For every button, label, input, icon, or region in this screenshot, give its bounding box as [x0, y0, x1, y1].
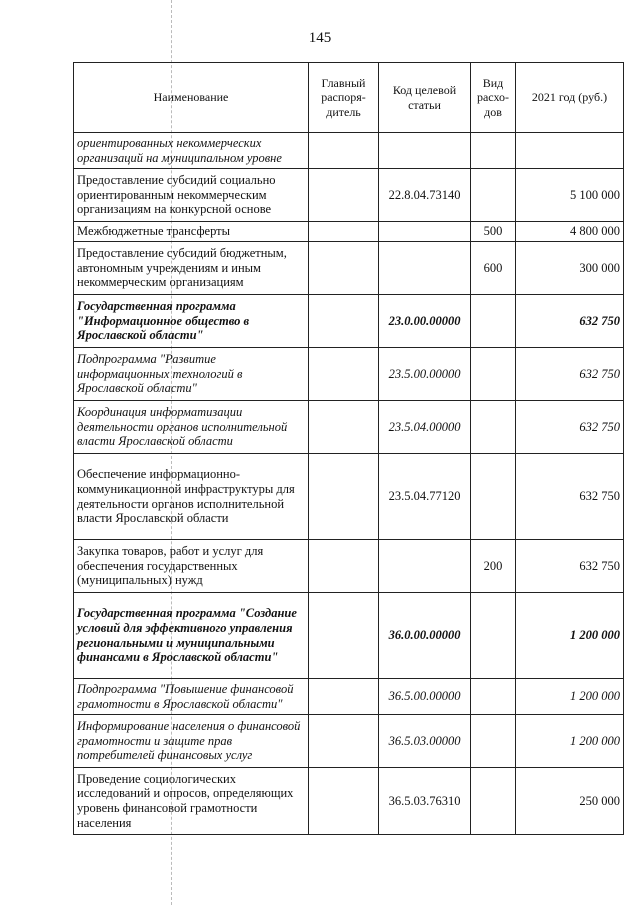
row-name-cell: Обеспечение информационно-коммуникационной инфраструктуры для деятельности органов исполнительной власти Ярославской области: [74, 454, 309, 540]
row-kind-cell: [471, 715, 516, 768]
table-row: [74, 295, 624, 348]
budget-table: [73, 62, 624, 835]
table-row: [74, 679, 624, 715]
table-row: [74, 454, 624, 540]
table-row: [74, 401, 624, 454]
header-code: Код целевой статьи: [379, 63, 471, 133]
row-kind-cell: [471, 593, 516, 679]
row-code-cell: [379, 242, 471, 295]
row-amount-cell: 632 750: [516, 295, 624, 348]
table-row: [74, 242, 624, 295]
row-kind-cell: [471, 348, 516, 401]
row-admin-cell: [309, 295, 379, 348]
header-admin: Главный распоря-дитель: [309, 63, 379, 133]
row-name-cell: Государственная программа "Информационное общество в Ярославской области": [74, 295, 309, 348]
table-row: [74, 593, 624, 679]
row-name-cell: Закупка товаров, работ и услуг для обеспечения государственных (муниципальных) нужд: [74, 540, 309, 593]
row-amount-cell: 250 000: [516, 768, 624, 835]
row-name-cell: Предоставление субсидий социально ориентированным некоммерческим организациям на конкурсной основе: [74, 169, 309, 222]
row-code-cell: 36.0.00.00000: [379, 593, 471, 679]
row-amount-cell: 632 750: [516, 401, 624, 454]
row-code-cell: 36.5.00.00000: [379, 679, 471, 715]
row-amount-cell: 5 100 000: [516, 169, 624, 222]
row-name-cell: Проведение социологических исследований и опросов, определяющих уровень финансовой грамотности населения: [74, 768, 309, 835]
row-admin-cell: [309, 401, 379, 454]
table-row: [74, 348, 624, 401]
row-code-cell: 36.5.03.00000: [379, 715, 471, 768]
row-kind-cell: [471, 133, 516, 169]
row-kind-cell: 600: [471, 242, 516, 295]
row-amount-cell: 4 800 000: [516, 222, 624, 242]
row-amount-cell: 300 000: [516, 242, 624, 295]
row-admin-cell: [309, 222, 379, 242]
row-code-cell: [379, 540, 471, 593]
row-amount-cell: 1 200 000: [516, 679, 624, 715]
table-row: [74, 169, 624, 222]
row-code-cell: 23.0.00.00000: [379, 295, 471, 348]
row-amount-cell: 632 750: [516, 540, 624, 593]
table-row: [74, 222, 624, 242]
row-admin-cell: [309, 348, 379, 401]
table-header-row: [74, 63, 624, 133]
row-code-cell: 23.5.00.00000: [379, 348, 471, 401]
row-admin-cell: [309, 593, 379, 679]
row-admin-cell: [309, 540, 379, 593]
row-name-cell: Подпрограмма "Повышение финансовой грамотности в Ярославской области": [74, 679, 309, 715]
table-row: [74, 715, 624, 768]
row-code-cell: [379, 133, 471, 169]
row-kind-cell: [471, 768, 516, 835]
row-kind-cell: [471, 169, 516, 222]
row-kind-cell: 200: [471, 540, 516, 593]
row-name-cell: Предоставление субсидий бюджетным, автономным учреждениям и иным некоммерческим организациям: [74, 242, 309, 295]
row-admin-cell: [309, 242, 379, 295]
row-admin-cell: [309, 169, 379, 222]
row-code-cell: 23.5.04.77120: [379, 454, 471, 540]
row-code-cell: [379, 222, 471, 242]
row-amount-cell: 632 750: [516, 454, 624, 540]
row-amount-cell: 1 200 000: [516, 593, 624, 679]
row-name-cell: ориентированных некоммерческих организаций на муниципальном уровне: [74, 133, 309, 169]
row-admin-cell: [309, 715, 379, 768]
row-name-cell: Подпрограмма "Развитие информационных технологий в Ярославской области": [74, 348, 309, 401]
header-kind: Вид расхо-дов: [471, 63, 516, 133]
header-name: Наименование: [74, 63, 309, 133]
row-kind-cell: [471, 679, 516, 715]
page-number: 145: [308, 30, 332, 46]
row-code-cell: 23.5.04.00000: [379, 401, 471, 454]
row-name-cell: Государственная программа "Создание условий для эффективного управления региональными и муниципальными финансами в Ярославской области": [74, 593, 309, 679]
row-name-cell: Межбюджетные трансферты: [74, 222, 309, 242]
row-amount-cell: 1 200 000: [516, 715, 624, 768]
row-kind-cell: [471, 401, 516, 454]
row-code-cell: 36.5.03.76310: [379, 768, 471, 835]
row-kind-cell: [471, 295, 516, 348]
row-admin-cell: [309, 768, 379, 835]
table-body: [74, 133, 624, 835]
table-row: [74, 133, 624, 169]
row-code-cell: 22.8.04.73140: [379, 169, 471, 222]
row-name-cell: Информирование населения о финансовой грамотности и защите прав потребителей финансовых услуг: [74, 715, 309, 768]
table-row: [74, 540, 624, 593]
table-row: [74, 768, 624, 835]
row-admin-cell: [309, 454, 379, 540]
row-name-cell: Координация информатизации деятельности органов исполнительной власти Ярославской области: [74, 401, 309, 454]
row-kind-cell: 500: [471, 222, 516, 242]
header-amount: 2021 год (руб.): [516, 63, 624, 133]
row-admin-cell: [309, 133, 379, 169]
row-amount-cell: 632 750: [516, 348, 624, 401]
row-admin-cell: [309, 679, 379, 715]
row-amount-cell: [516, 133, 624, 169]
row-kind-cell: [471, 454, 516, 540]
